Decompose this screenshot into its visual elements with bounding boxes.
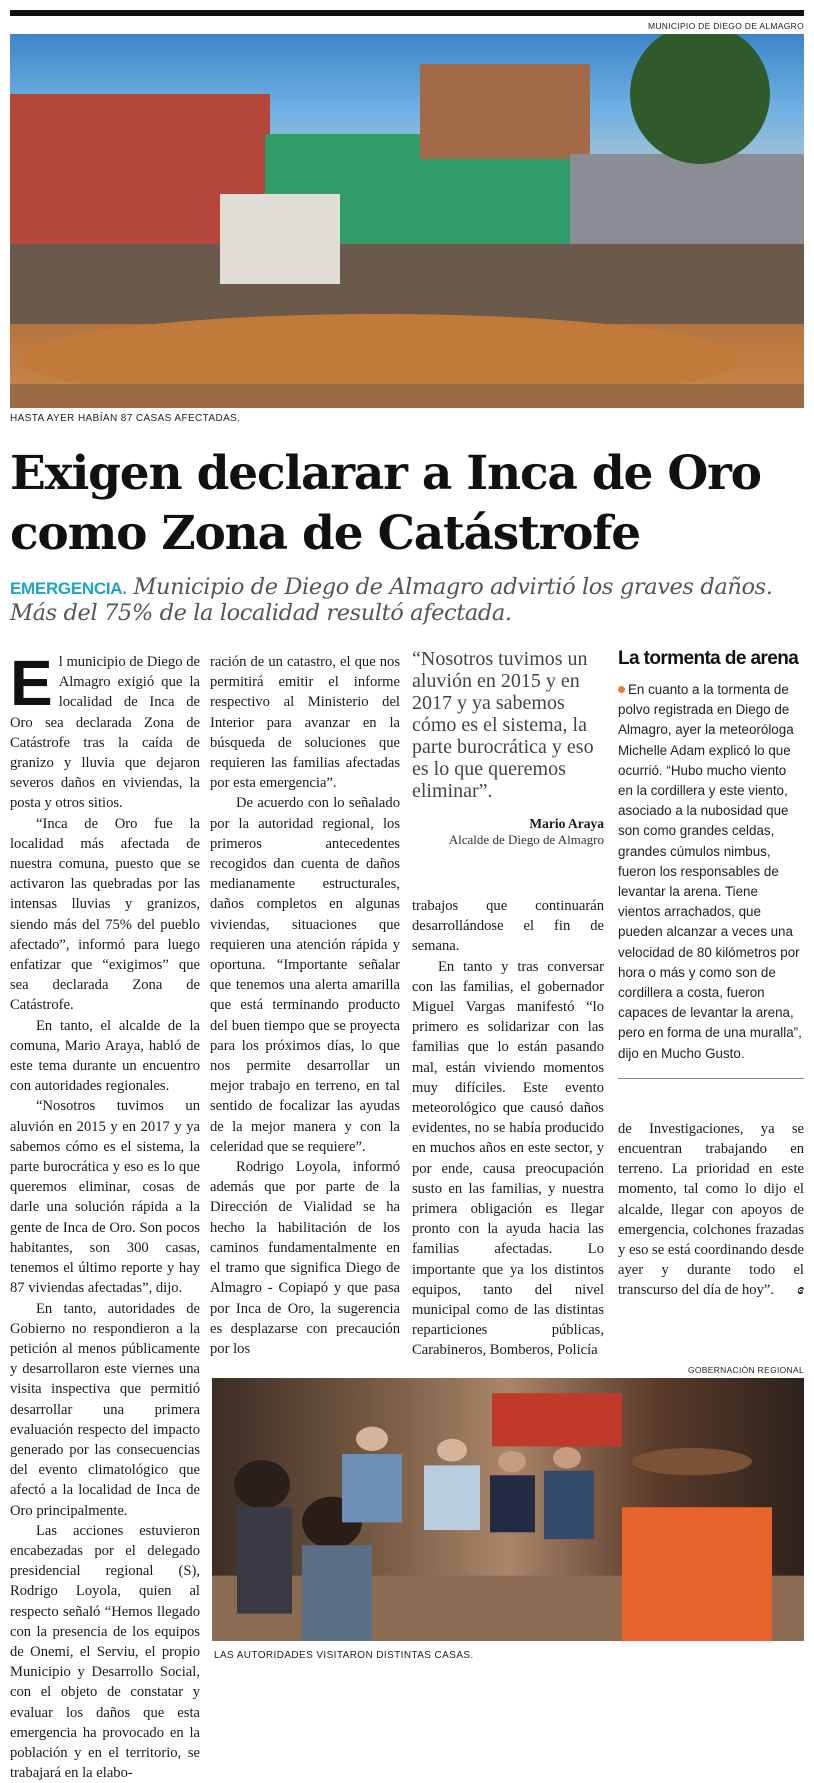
section-kicker: EMERGENCIA. — [10, 579, 127, 598]
flood-damage-photo — [10, 34, 804, 408]
sidebar-box — [618, 648, 804, 1064]
paragraph: En tanto y tras conversar con las familias, el gobernador Miguel Vargas manifestó “lo primero es solidarizar con las familias que lo están pasando mal, están viviendo momentos muy difíciles. Este evento meteorológico que causó daños evidentes, no se había producido en muchos años en este sector, y por ende, causa preocupación susto en las familias, y nuestra primera obligación es llegar pronto con la ayuda hacia las familias afectadas. Lo importante que ya los distintos equipos, tanto del nivel municipal como de las distintas reparticiones públicas, Carabineros, Bomberos, Policía — [412, 958, 604, 1359]
paragraph: De acuerdo con lo señalado por la autoridad regional, los primeros antecedentes recogidos dan cuenta de daños medianamente estructurales, daños completos en algunas viviendas, situaciones que requieren una atención rápida y oportuna. “Importante señalar que tenemos una alerta amarilla que está terminando producto del buen tiempo que se proyecta para los próximos días, lo que nos permite desarrollar un mejor trabajo en terreno, en tal sentido de focalizar las ayudas de la mejor manera y con la celeridad que se requiere”. — [210, 795, 400, 1155]
sidebar-text: En cuanto a la tormenta de polvo registrada en Diego de Almagro, ayer la meteoróloga Michelle Adam explicó lo que ocurrió. “Hubo mucho viento en la cordillera y este viento, asociado a la nubosidad que son como grandes celdas, grandes cúmulos nimbus, fueron los responsables de levantar la arena. Tiene vientos arrachados, que pueden alcanzar a veces una velocidad de 80 kilómetros por hora o más y como son de cordillera a costa, fueron capaces de levantar la arena, pero en forma de una muralla”, dijo en Mucho Gusto. — [618, 682, 802, 1061]
paragraph: ración de un catastro, el que nos permitirá emitir el informe respectivo al Ministerio del Interior para avanzar en la búsqueda de soluciones que requieren las familias afectadas por esta emergencia”. — [210, 654, 400, 792]
headline-line-2: como Zona de Catástrofe — [10, 506, 641, 561]
paragraph: En tanto, el alcalde de la comuna, Mario Araya, habló de este tema durante un encuentro con autoridades regionales. — [10, 1017, 200, 1095]
drop-cap: E — [10, 647, 53, 719]
flood-scene-illustration — [10, 34, 804, 408]
bullet-dot-icon — [618, 686, 625, 693]
article-column-1 — [10, 647, 200, 1783]
article-column-4 — [618, 1119, 804, 1301]
headline — [10, 444, 804, 564]
article-column-2 — [210, 652, 400, 1359]
paragraph-wrap — [618, 1119, 804, 1301]
end-mark-icon: ɞ — [797, 1282, 804, 1299]
paragraph: En tanto, autoridades de Gobierno no respondieron a la petición al menos públicamente y desarrollaron este viernes una visita inspectiva que permitió desarrollar una primera evaluación respecto del impacto generado por las consecuencias del evento climatológico que afectó a la localidad de Inca de Oro principalmente. — [10, 1300, 200, 1519]
deck-line-1: Municipio de Diego de Almagro advirtió los graves daños. — [133, 574, 773, 600]
paragraph: trabajos que continuarán desarrollándose el fin de semana. — [412, 898, 604, 955]
paragraph: Rodrigo Loyola, informó además que por parte de la Dirección de Vialidad se ha hecho la habilitación de los caminos fundamentalmente en el tramo que significa Diego de Almagro - Copiapó y que pasa por Inca de Oro, la sugerencia es desplazarse con precaución por los — [210, 1159, 400, 1357]
photo-credit-bottom: GOBERNACIÓN REGIONAL — [687, 1365, 804, 1375]
sidebar-divider — [618, 1078, 804, 1079]
pull-quote-text: “Nosotros tuvimos un aluvión en 2015 y en 2017 y ya sabemos cómo es el sistema, la parte burocrática y eso es lo que queremos eliminar”. — [412, 648, 594, 802]
deck — [10, 575, 810, 626]
article-column-3 — [412, 896, 604, 1361]
paragraph: de Investigaciones, ya se encuentran trabajando en terreno. La prioridad en este momento, tal como lo dijo el alcalde, llegar con apoyos de emergencia, colchones frazadas y eso se está coordinando desde ayer y durante todo el transcurso del día de hoy”. — [618, 1120, 805, 1299]
paragraph: “Nosotros tuvimos un aluvión en 2015 y en 2017 y ya sabemos cómo es el sistema, la parte burocrática y eso es lo que queremos eliminar, cosas de darle una solución rápida a la gente de Inca de Oro. Son pocos habitantes, son 300 casas, tenemos el último reporte y hay 87 viviendas afectadas”, dijo. — [10, 1098, 200, 1297]
pull-quote-name: Mario Araya — [529, 816, 604, 831]
pull-quote — [412, 648, 604, 848]
visit-scene-illustration — [212, 1378, 804, 1641]
paragraph: “Inca de Oro fue la localidad más afectada de nuestra comuna, puesto que se activaron las quebradas por las intensas lluvias y granizos, siendo más del 75% del pueblo afectado”, informó para luego enfatizar que “exigimos” que sea declarada Zona de Catástrofe. — [10, 815, 200, 1014]
photo-caption-top: HASTA AYER HABÍAN 87 CASAS AFECTADAS. — [10, 413, 241, 424]
paragraph: Las acciones estuvieron encabezadas por el delegado presidencial regional (S), Rodrigo Loyola, quien al respecto señaló “Hemos llegado con la presencia de los equipos de Onemi, el Serviu, el propio Municipio y Desarrollo Social, con el objeto de constatar y evaluar los daños que esta emergencia ha provocado en la población y en el territorio, se trabajará en la elabo- — [10, 1522, 200, 1782]
column-4-stack — [618, 648, 804, 1301]
authorities-visit-photo — [212, 1378, 804, 1641]
photo-caption-bottom: LAS AUTORIDADES VISITARON DISTINTAS CASAS. — [214, 1650, 474, 1661]
pull-quote-role: Alcalde de Diego de Almagro — [448, 832, 604, 847]
sidebar-title: La tormenta de arena — [618, 648, 799, 669]
paragraph: l municipio de Diego de Almagro exigió que la localidad de Inca de Oro sea declarada Zona de Catástrofe tras la caída de granizo y lluvia que dejaron severos daños en viviendas, la posta y otros sitios. — [10, 654, 200, 812]
top-rule — [10, 10, 804, 16]
photo-credit-top: MUNICIPIO DE DIEGO DE ALMAGRO — [647, 21, 804, 31]
column-3-stack — [412, 648, 604, 1361]
headline-line-1: Exigen declarar a Inca de Oro — [10, 446, 761, 501]
deck-line-2: Más del 75% de la localidad resultó afectada. — [10, 600, 512, 626]
sidebar-body — [618, 680, 804, 1064]
